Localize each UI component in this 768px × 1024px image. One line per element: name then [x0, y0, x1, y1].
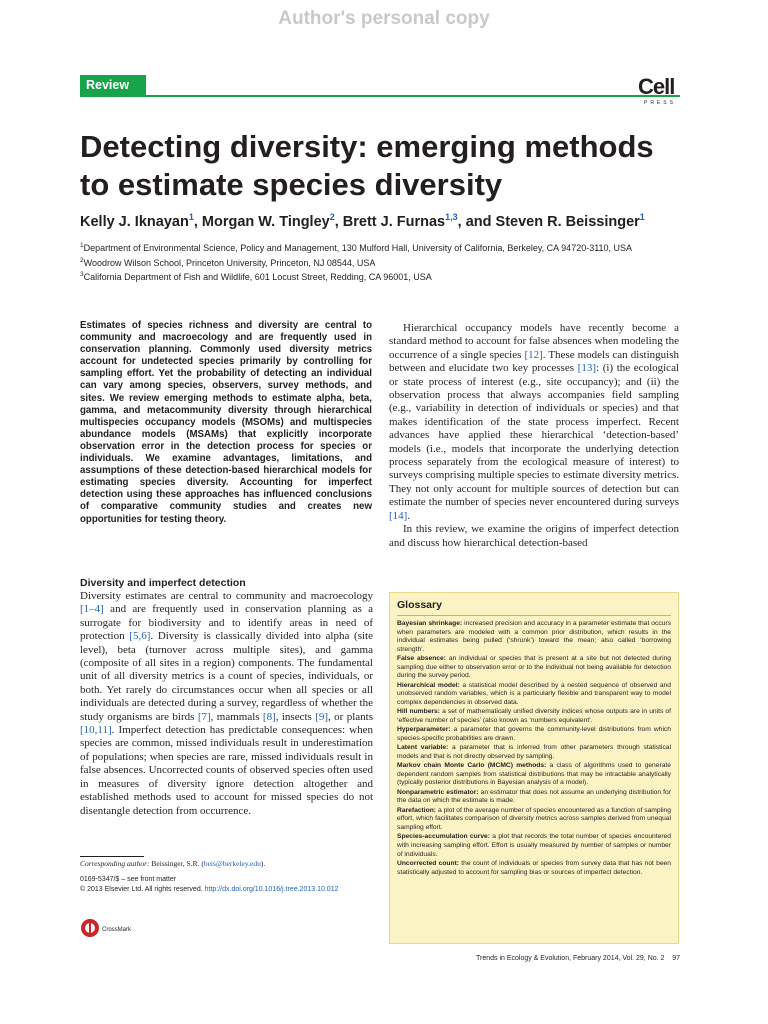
glossary-entry [397, 789, 671, 806]
glossary-definition: a parameter that is inferred from other parameters through statistical models and that is not directly observed by sampling. [397, 744, 671, 760]
crossmark-icon [80, 918, 140, 938]
affiliations [80, 240, 690, 284]
glossary-definition: an individual or species that is present at a site but not detected during sampling due either to observation error or to the individual not being available for detection during the survey period. [397, 655, 672, 680]
citation-link[interactable]: [8] [262, 710, 276, 723]
affiliation-number: 2 [80, 256, 84, 264]
glossary-entry [397, 620, 671, 654]
glossary-title: Glossary [397, 599, 442, 611]
glossary-definition: increased precision and accuracy in a parameter estimate that occurs when parameters are modeled with a common prior distribution, which results in the individual estimates being pulled (‘shrunk’) toward the mean; also called ‘borrowing strength’. [397, 620, 671, 653]
glossary-definition: a class of algorithms used to generate dependent random samples from statistical distributions that may be intractable analytically (typically posterior distributions in Bayesian analysis of a model). [397, 762, 671, 787]
text-run: , or plants [328, 710, 373, 723]
affiliation-number: 3 [80, 271, 84, 278]
glossary-term: Species-accumulation curve: [397, 833, 490, 841]
glossary-entry [397, 708, 671, 725]
glossary-term: Latent variable: [397, 744, 449, 752]
text-run: and are frequently used in conservation planning as a surrogate for biodiversity and to identify areas in need of protection [80, 603, 373, 643]
glossary-rule [397, 615, 671, 616]
body-paragraph: In this review, we examine the origins of imperfect detection and discuss how hierarchical detection-based [389, 523, 679, 549]
author-affil-mark: 1,3 [445, 212, 458, 222]
footnote-rule [80, 856, 144, 857]
citation-link[interactable]: [13] [577, 362, 596, 375]
glossary-definition: a plot of the average number of species encountered as a function of sampling effort, which facilitates comparison of diversity metrics across samples derived from unequal sampling effort. [397, 806, 671, 832]
body-column-left [80, 590, 373, 818]
logo-sub: PRESS [644, 100, 676, 106]
glossary-definition: an estimator that does not assume an underlying distribution for the data on which the estimate is made. [397, 788, 671, 805]
text-run: Hierarchical occupancy models have recently become a standard method to account for false absences when modeling the occurrence of a single species [389, 322, 679, 361]
text-run: : (i) the ecological or state process of interest (e.g., site occupancy); and (ii) the observation process that always accompanies field sampling (e.g., variability in detection of individuals or species) and that makes identification of the state process imperfect. Recent advances have applied these hierarchical ‘detection-based’ models (i.e., models that incorporate the underlying detection process separately from the ecological measure of interest) to surveys comprising multiple species to estimate diversity metrics. They not only account for multiple sources of detection but can estimate the number of species never encountered during surveys [389, 362, 680, 509]
affiliation-line [80, 240, 690, 255]
article-title: Detecting diversity: emerging methods to estimate species diversity [80, 129, 654, 202]
citation-link[interactable]: [1–4] [80, 603, 104, 616]
glossary-term: Hyperparameter: [397, 726, 451, 734]
text-run: . [407, 509, 411, 522]
section-badge: Review [80, 75, 146, 96]
issn-line: 0169-5347/$ – see front matter [80, 876, 177, 883]
glossary-term: False absence: [397, 655, 446, 663]
header-rule [80, 95, 680, 97]
crossmark-label: CrossMark [102, 927, 132, 933]
affiliation-text: Woodrow Wilson School, Princeton University, Princeton, NJ 08544, USA [83, 257, 376, 268]
glossary-entry [397, 682, 671, 708]
citation-link[interactable]: [9] [315, 710, 329, 723]
glossary-term: Bayesian shrinkage: [397, 620, 463, 627]
copyright-line [80, 886, 339, 893]
glossary-entry [397, 762, 671, 788]
corresponding-end: ). [260, 859, 266, 868]
corresponding-text: Beissinger, S.R. ( [149, 859, 204, 868]
citation-link[interactable]: [5,6] [129, 630, 151, 643]
author-affil-mark: 1 [188, 212, 194, 222]
abstract: Estimates of species richness and diversity are central to community and macroecology and are frequently used in conservation planning. Commonly used diversity metrics account for undetected species primarily by controlling for sampling effort. Yet the probability of detecting an individual can vary among species, observers, survey methods, and sites. We review emerging methods to estimate alpha, beta, gamma, and metacommunity diversity through hierarchical multispecies occupancy models (MSOMs) and multispecies abundance models (MSAMs) that explicitly incorporate observation error in the detection process for species or individuals. We examine advantages, limitations, and assumptions of these detection-based hierarchical models for estimating species diversity. Accounting for imperfect detection using these approaches has influenced conclusions of comparative community studies and creates new opportunities for testing theory. [80, 320, 372, 525]
citation-link[interactable]: [14] [389, 509, 408, 522]
author-separator: , [334, 213, 343, 230]
glossary-definition: the count of individuals or species from survey data that has not been statistically adjusted to account for sampling bias or sources of imperfect detection. [397, 860, 671, 876]
glossary-term: Nonparametric estimator: [397, 788, 479, 796]
glossary-definition: a parameter that governs the community-level distributions from which species-specific probabilities are drawn. [397, 726, 671, 742]
cell-press-logo [638, 76, 684, 110]
glossary-entry [397, 655, 671, 681]
affiliation-number: 1 [80, 242, 84, 249]
corresponding-label: Corresponding author: [80, 859, 150, 868]
affiliation-line [80, 255, 690, 270]
author-separator: , and [457, 213, 496, 230]
glossary-term: Hill numbers: [397, 708, 440, 716]
glossary-entry [397, 860, 671, 877]
glossary-term: Hierarchical model: [397, 681, 460, 689]
text-run: . Diversity is classically divided into alpha (site level), beta (turnover across multiple sites), and gamma (composite of all sites in a region) components. The fundamental unit of all diversity metrics is a count of species, individuals, or both. Yet rarely do circumstances occur when all species or all individuals are detected during a survey, regardless of whether the study organisms are birds [80, 630, 373, 723]
text-run: . These models can distinguish between and elucidate two key processes [389, 348, 679, 375]
body-paragraph [80, 590, 373, 818]
glossary-entry [397, 726, 671, 743]
citation-link[interactable]: [10,11] [80, 724, 112, 737]
watermark: Author's personal copy [278, 8, 490, 29]
author-name: Steven R. Beissinger [495, 213, 640, 230]
author-list [80, 212, 690, 230]
body-paragraph [389, 322, 679, 523]
author-affil-mark: 1 [639, 212, 645, 222]
text-run: , mammals [210, 710, 263, 723]
glossary-term: Uncorrected count: [397, 860, 460, 867]
glossary-entries [397, 620, 671, 877]
page-footer: Trends in Ecology & Evolution, February 2014, Vol. 29, No. 2 97 [475, 955, 680, 962]
text-run: Diversity estimates are central to community and macroecology [80, 590, 373, 602]
body-column-right [389, 322, 679, 550]
glossary-box [389, 592, 679, 944]
glossary-entry [397, 833, 671, 859]
glossary-entry [397, 807, 671, 833]
author-affil-mark: 2 [329, 212, 335, 222]
author-name: Kelly J. Iknayan [80, 213, 189, 230]
affiliation-text: Department of Environmental Science, Policy and Management, 130 Mulford Hall, University of California, Berkeley, CA 94720-3110, USA [83, 243, 633, 253]
author-separator: , [193, 213, 202, 230]
glossary-definition: a statistical model described by a nested sequence of observed and unobserved random variables, which is a particularly flexible and transparent way to model complex dependencies in observed data. [397, 681, 672, 706]
text-run: . Imperfect detection has predictable consequences: when species are common, missed individuals result in underestimation of populations; when species are rare, missed individuals result in false absences. Uncorrected counts of observed species often used in measures of diversity ignore detection altogether and established methods used to account for missed species do not disentangle detection from occurrence. [80, 724, 373, 817]
author-name: Morgan W. Tingley [201, 213, 330, 230]
affiliation-line [80, 269, 690, 284]
logo-word: Cell [638, 74, 675, 99]
affiliation-text: California Department of Fish and Wildlife, 601 Locust Street, Redding, CA 96001, USA [83, 272, 432, 282]
crossmark-badge[interactable] [80, 918, 140, 938]
author-name: Brett J. Furnas [342, 213, 446, 230]
glossary-definition: a set of mathematically unified diversity indices whose outputs are in units of ‘effective number of species’ (also known as ‘numbers equivalent’. [397, 708, 671, 724]
glossary-entry [397, 744, 671, 761]
glossary-term: Markov chain Monte Carlo (MCMC) methods: [397, 762, 547, 770]
section-heading: Diversity and imperfect detection [80, 577, 246, 589]
citation-link[interactable]: [7] [197, 710, 211, 723]
glossary-definition: a plot that records the total number of species encountered with increasing sampling effort. Effort is usually measured by number of samples or number of individuals. [397, 833, 671, 858]
copyright-text: © 2013 Elsevier Ltd. All rights reserved. [80, 886, 205, 893]
email-link[interactable]: beis@berkeley.edu [203, 859, 261, 868]
corresponding-author [80, 859, 265, 868]
glossary-term: Rarefaction: [397, 806, 437, 814]
citation-link[interactable]: [12] [524, 348, 543, 361]
text-run: , insects [275, 710, 316, 723]
doi-link[interactable]: http://dx.doi.org/10.1016/j.tree.2013.10.012 [204, 886, 339, 893]
